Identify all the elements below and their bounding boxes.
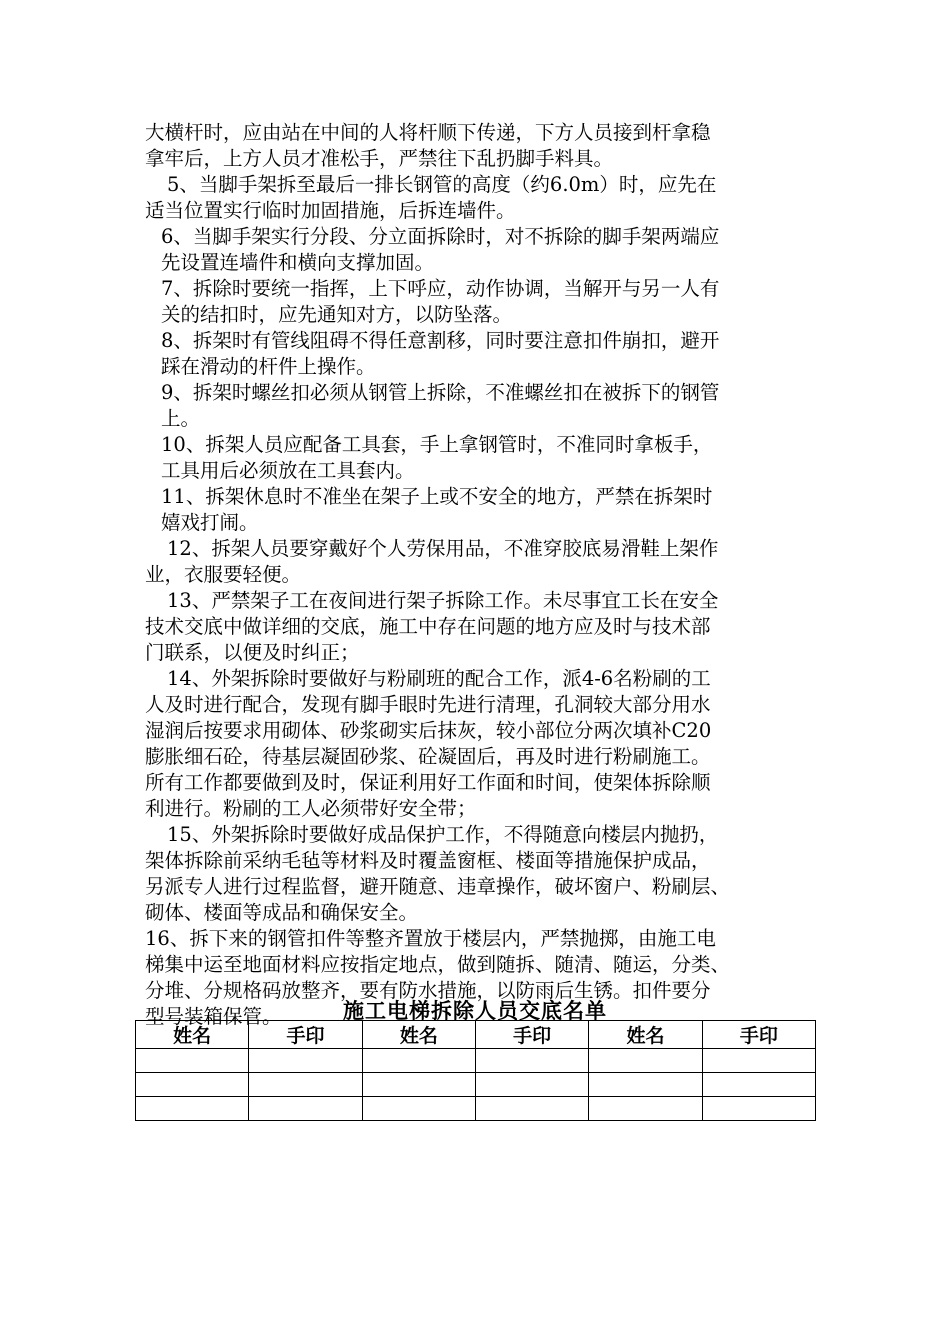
paragraph-line: 10、拆架人员应配备工具套，手上拿钢管时，不准同时拿板手， xyxy=(161,433,713,456)
paragraph xyxy=(145,536,825,588)
header-fingerprint-1: 手印 xyxy=(249,1021,362,1049)
table-cell xyxy=(702,1073,815,1097)
paragraph-line: 利进行。粉刷的工人必须带好安全带； xyxy=(145,797,477,820)
paragraph-line: 门联系，以便及时纠正； xyxy=(145,641,360,664)
paragraph xyxy=(145,120,825,172)
paragraph-line: 先设置连墙件和横向支撑加固。 xyxy=(161,251,435,274)
paragraph xyxy=(145,666,825,822)
paragraph-line: 关的结扣时，应先通知对方，以防坠落。 xyxy=(161,303,513,326)
paragraph-line: 拿牢后，上方人员才准松手，严禁往下乱扔脚手料具。 xyxy=(145,147,614,170)
table-cell xyxy=(589,1073,702,1097)
paragraph-line: 上。 xyxy=(161,407,201,430)
paragraph-line: 9、拆架时螺丝扣必须从钢管上拆除，不准螺丝扣在被拆下的钢管 xyxy=(161,381,720,404)
paragraph-line: 13、严禁架子工在夜间进行架子拆除工作。未尽事宜工长在安全 xyxy=(167,589,719,612)
table-cell xyxy=(136,1073,249,1097)
paragraph xyxy=(145,484,825,536)
paragraph xyxy=(145,224,825,276)
paragraph-line: 型号装箱保管。 xyxy=(145,1005,282,1028)
table-cell xyxy=(362,1049,475,1073)
table-cell xyxy=(249,1073,362,1097)
body-text xyxy=(145,120,825,1030)
paragraph-line: 7、拆除时要统一指挥，上下呼应，动作协调，当解开与另一人有 xyxy=(161,277,720,300)
table-cell xyxy=(702,1049,815,1073)
paragraph-line: 另派专人进行过程监督，避开随意、违章操作，破坏窗户、粉刷层、 xyxy=(145,875,731,898)
paragraph-line: 15、外架拆除时要做好成品保护工作，不得随意向楼层内抛扔， xyxy=(167,823,719,846)
table-cell xyxy=(136,1097,249,1121)
paragraph xyxy=(145,380,825,432)
paragraph-line: 技术交底中做详细的交底，施工中存在问题的地方应及时与技术部 xyxy=(145,615,711,638)
paragraph xyxy=(145,588,825,666)
paragraph-line: 工具用后必须放在工具套内。 xyxy=(161,459,415,482)
signature-table xyxy=(135,1020,816,1121)
table-cell xyxy=(475,1097,588,1121)
paragraph-line: 砌体、楼面等成品和确保安全。 xyxy=(145,901,419,924)
paragraph-line: 踩在滑动的杆件上操作。 xyxy=(161,355,376,378)
paragraph xyxy=(145,432,825,484)
table-header-row xyxy=(136,1021,816,1049)
paragraph-line: 架体拆除前采纳毛毡等材料及时覆盖窗框、楼面等措施保护成品， xyxy=(145,849,711,872)
paragraph-line: 分堆、分规格码放整齐，要有防水措施，以防雨后生锈。扣件要分 xyxy=(145,979,711,1002)
header-name-1: 姓名 xyxy=(136,1021,249,1049)
paragraph-line: 6、当脚手架实行分段、分立面拆除时，对不拆除的脚手架两端应 xyxy=(161,225,720,248)
paragraph-line: 业，衣服要轻便。 xyxy=(145,563,302,586)
paragraph-line: 5、当脚手架拆至最后一排长钢管的高度（约6.0m）时，应先在 xyxy=(167,173,717,196)
header-name-2: 姓名 xyxy=(362,1021,475,1049)
paragraph-line: 所有工作都要做到及时，保证利用好工作面和时间，使架体拆除顺 xyxy=(145,771,711,794)
header-name-3: 姓名 xyxy=(589,1021,702,1049)
header-fingerprint-3: 手印 xyxy=(702,1021,815,1049)
paragraph xyxy=(145,328,825,380)
paragraph xyxy=(145,172,825,224)
table-cell xyxy=(702,1097,815,1121)
table-cell xyxy=(362,1097,475,1121)
paragraph xyxy=(145,276,825,328)
table-cell xyxy=(475,1073,588,1097)
table-cell xyxy=(249,1097,362,1121)
table-title: 施工电梯拆除人员交底名单 xyxy=(343,998,607,1023)
paragraph-line: 12、拆架人员要穿戴好个人劳保用品，不准穿胶底易滑鞋上架作 xyxy=(167,537,719,560)
paragraph-line: 16、拆下来的钢管扣件等整齐置放于楼层内，严禁抛掷，由施工电 xyxy=(145,927,716,950)
table-row xyxy=(136,1097,816,1121)
table-row xyxy=(136,1049,816,1073)
paragraph-line: 膨胀细石砼，待基层凝固砂浆、砼凝固后，再及时进行粉刷施工。 xyxy=(145,745,711,768)
paragraph-line: 人及时进行配合，发现有脚手眼时先进行清理，孔洞较大部分用水 xyxy=(145,693,711,716)
paragraph-line: 湿润后按要求用砌体、砂浆砌实后抹灰，较小部位分两次填补C20 xyxy=(145,719,712,742)
table-cell xyxy=(249,1049,362,1073)
table-cell xyxy=(475,1049,588,1073)
paragraph-line: 11、拆架休息时不准坐在架子上或不安全的地方，严禁在拆架时 xyxy=(161,485,713,508)
table-cell xyxy=(362,1073,475,1097)
paragraph-line: 14、外架拆除时要做好与粉刷班的配合工作，派4-6名粉刷的工 xyxy=(167,667,711,690)
table-cell xyxy=(589,1049,702,1073)
paragraph-line: 适当位置实行临时加固措施，后拆连墙件。 xyxy=(145,199,516,222)
paragraph-line: 嬉戏打闹。 xyxy=(161,511,259,534)
paragraph-line: 大横杆时，应由站在中间的人将杆顺下传递，下方人员接到杆拿稳 xyxy=(145,121,711,144)
table-row xyxy=(136,1073,816,1097)
paragraph-line: 8、拆架时有管线阻碍不得任意割移，同时要注意扣件崩扣，避开 xyxy=(161,329,720,352)
table-cell xyxy=(136,1049,249,1073)
table-cell xyxy=(589,1097,702,1121)
header-fingerprint-2: 手印 xyxy=(475,1021,588,1049)
paragraph xyxy=(145,822,825,926)
paragraph-line: 梯集中运至地面材料应按指定地点，做到随拆、随清、随运，分类、 xyxy=(145,953,731,976)
